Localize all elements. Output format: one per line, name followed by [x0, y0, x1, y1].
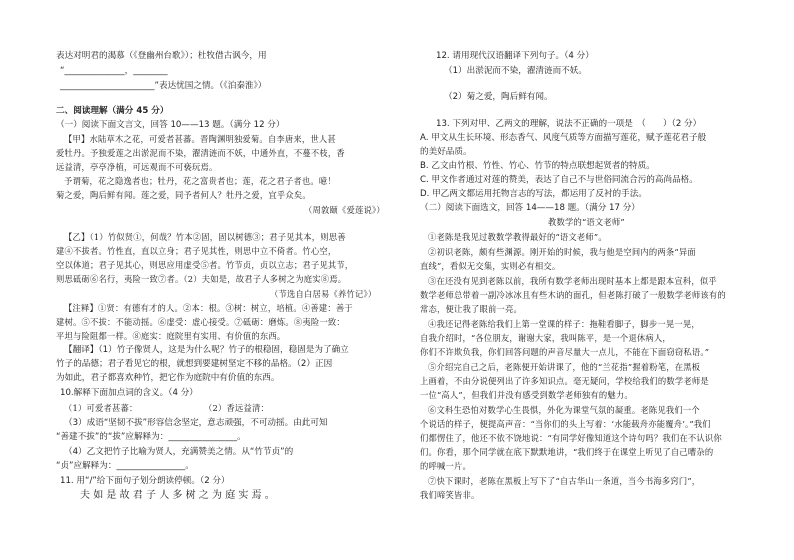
left-text-line: 11. 用“/”给下面句子划分朗读停顿。（2 分）	[60, 476, 230, 486]
left-text-line: （2）香远益清：	[204, 403, 269, 413]
right-text-line: 上画着，不由分说便列出了许多知识点。毫无疑问，学校给我们的数学老师是	[420, 376, 709, 386]
left-text-line: “______________，________	[60, 66, 168, 76]
left-text-line: （1）可爱者甚蕃：	[64, 403, 138, 413]
right-text-line: 自我介绍时，“各位朋友，谢谢大家，我叫陈平，是一个退休病人，	[420, 333, 671, 343]
left-text-line: （一）阅读下面文言文，回答 10——13 题。（满分 12 分）	[56, 120, 285, 130]
left-text-line: 【注释】①贤：有德有才的人。②本：根。③树：树立，培植。④善建：善于	[64, 303, 353, 313]
right-text-line: 教数学的“语文老师”	[548, 217, 625, 227]
right-text-line: （二）阅读下面选文，回答 14——18 题。（满分 17 分）	[420, 203, 640, 213]
right-text-line: 常态，便让我了眼前一亮。	[420, 304, 522, 314]
left-text-line: （4）乙文把竹子比喻为贤人，充满赞美之情。从“竹节贞”的	[64, 447, 294, 457]
right-text-line: 的呼喊一片。	[420, 461, 471, 471]
left-text-line: （3）成语“坚韧不拔”形容信念坚定，意志顽强，不可动摇。由此可知	[64, 418, 328, 428]
left-text-line: 平坦与险阻都一样。⑧庭实：庭院里有实用、有价值的东西。	[56, 331, 286, 341]
left-text-line: 表达对明君的渴慕（《登幽州台歌》）；杜牧借古讽今，用	[56, 51, 267, 61]
left-text-line: 为如此，君子都喜欢种竹，把它作为庭院中有价值的东西。	[56, 373, 280, 383]
right-text-line: ④我还记得老陈给我们上第一堂课的样子：拖鞋看脚子，脚步一晃一晃，	[428, 319, 700, 329]
right-text-line: 数学老师总带着一副冷冰冰且有些木讷的面孔，但老陈打破了一般数学老师该有的	[420, 290, 726, 300]
right-text-line: D. 甲乙两文都运用托物言志的写法，都运用了反衬的手法。	[420, 189, 647, 199]
right-text-line: ①老陈是我见过教数学教得最好的“语文老师”。	[428, 232, 607, 242]
left-text-line: 建④不拔者。竹性直，直以立身；君子见其性，则思中立不倚者。竹心空，	[56, 246, 337, 256]
right-text-line: （1）出淤泥而不染，濯清涟而不妖。	[444, 66, 587, 76]
left-text-line: 菊之爱，陶后鲜有闻。莲之爱，同予者何人？牡丹之爱，宜乎众矣。	[56, 190, 311, 200]
left-text-line: 【乙】（1）竹似贤①，何哉？竹本②固，固以树德③；君子见其本，则思善	[64, 232, 346, 242]
right-text-line: 们。你看，那个同学就在底下默默地讲，“我们终于在课堂上听见了自己嘈杂的	[420, 447, 714, 457]
left-text-line: 建树。⑤不拔：不能动摇。⑥虚受：虚心接受。⑦砥砺：磨炼。⑧夷险一致：	[56, 317, 345, 327]
right-text-line: ⑥文科生恐怕对数学心生畏惧，外化为课堂气氛的凝重。老陈见我们一个	[428, 405, 700, 415]
right-text-line: ⑦快下课时，老陈在黑板上写下了“自古华山一条道，当今书海多窍门”，	[428, 476, 701, 486]
right-text-line: ③在还没有见到老陈以前，我所有数学老师出现时基本上都是跟本宣科，似乎	[428, 276, 717, 286]
right-text-line: B. 乙文由竹根、竹性、竹心、竹节的特点联想起贤者的特质。	[420, 161, 655, 171]
left-text-line: 远益清，亭亭净植，可远观而不可亵玩焉。	[56, 162, 218, 172]
right-text-line: C. 甲文作者通过对莲的赞美，表达了自己不与世俗同流合污的高尚品格。	[420, 175, 698, 185]
left-text-line: （节选自白居易《养竹记》）	[270, 289, 377, 299]
right-text-line: 们都愣住了，他还不依不饶地说：“有同学好像知道这个诗句吗？我们在不认识你	[420, 433, 722, 443]
right-text-line: 一位“高人”，但我们并没有感受到数学老师独有的魅力。	[420, 390, 633, 400]
left-text-line: 空以体道；君子见其心，则思应用虚受⑤者。竹节贞，贞以立志；君子见其节，	[56, 260, 354, 270]
right-text-line: 13. 下列对甲、乙两文的理解，说法不正确的一项是 （ ）（2 分）	[436, 119, 702, 129]
right-text-line: 个说话的样子，便提高声音：“当你们的头上写着：‘水能载舟亦能覆舟’。”我们	[420, 419, 711, 429]
left-text-line: “善建不拔”的“拔”应解释为：________________。	[56, 432, 246, 442]
right-text-line: 你们不许欺负我，你们回答问题的声音尽量大一点儿，不能在下面窃窃私语。”	[420, 347, 710, 357]
left-text-line: 予谓菊，花之隐逸者也；牡丹，花之富贵者也；莲，花之君子者也。噫！	[64, 176, 336, 186]
pause-marking-sentence: 夫如是故君子人多树之为庭实焉。	[80, 490, 278, 501]
left-text-line: 竹子的品德；君子看见它的根，就想到要建树坚定不移的品格。（2）正因	[56, 359, 333, 369]
left-text-line: “贞”应解释为：________________。	[56, 461, 194, 471]
right-text-line: 的美好品质。	[420, 147, 472, 157]
left-text-line: 【甲】水陆草木之花，可爱者甚蕃。晋陶渊明独爱菊。自李唐来，世人甚	[64, 134, 336, 144]
right-text-line: 直线”，看似无交集，实则必有相交。	[420, 261, 561, 271]
right-text-line: （2）菊之爱，陶后鲜有闻。	[444, 92, 553, 102]
right-text-line: 12. 请用现代汉语翻译下列句子。（4 分）	[436, 51, 594, 61]
left-text-line: 爱牡丹。予独爱莲之出淤泥而不染，濯清涟而不妖，中通外直，不蔓不枝，香	[56, 148, 345, 158]
right-text-line: ⑤介绍完自己之后，老陈便开始讲课了，他的“兰花指”握着粉笔，在黑板	[428, 362, 701, 372]
right-text-line: 我们啼笑皆非。	[420, 490, 480, 500]
left-text-line: 则思砥砺⑥名行，夷险一致⑦者。（2）夫如是，故君子人多树之为庭实⑧焉。	[56, 274, 347, 284]
right-text-line: ②初识老陈，颇有些渊源。刚开始的时候，我与他是空间内的两条“异面	[428, 247, 696, 257]
left-text-line: （周敦颐《爱莲说》）	[304, 205, 385, 215]
left-text-line: 【翻译】（1）竹子像贤人，这是为什么呢？竹子的根稳固，稳固是为了确立	[64, 345, 349, 355]
right-text-line: A. 甲文从生长环境、形态香气、风度气质等方面描写莲花，赋予莲花君子般	[420, 133, 707, 143]
left-text-line: 二、阅读理解（满分 45 分）	[56, 106, 169, 116]
left-text-line: 10.解释下面加点词的含义。（4 分）	[60, 388, 198, 398]
left-text-line: ______________________”表达忧国之情。（《泊秦淮》）	[60, 81, 267, 91]
